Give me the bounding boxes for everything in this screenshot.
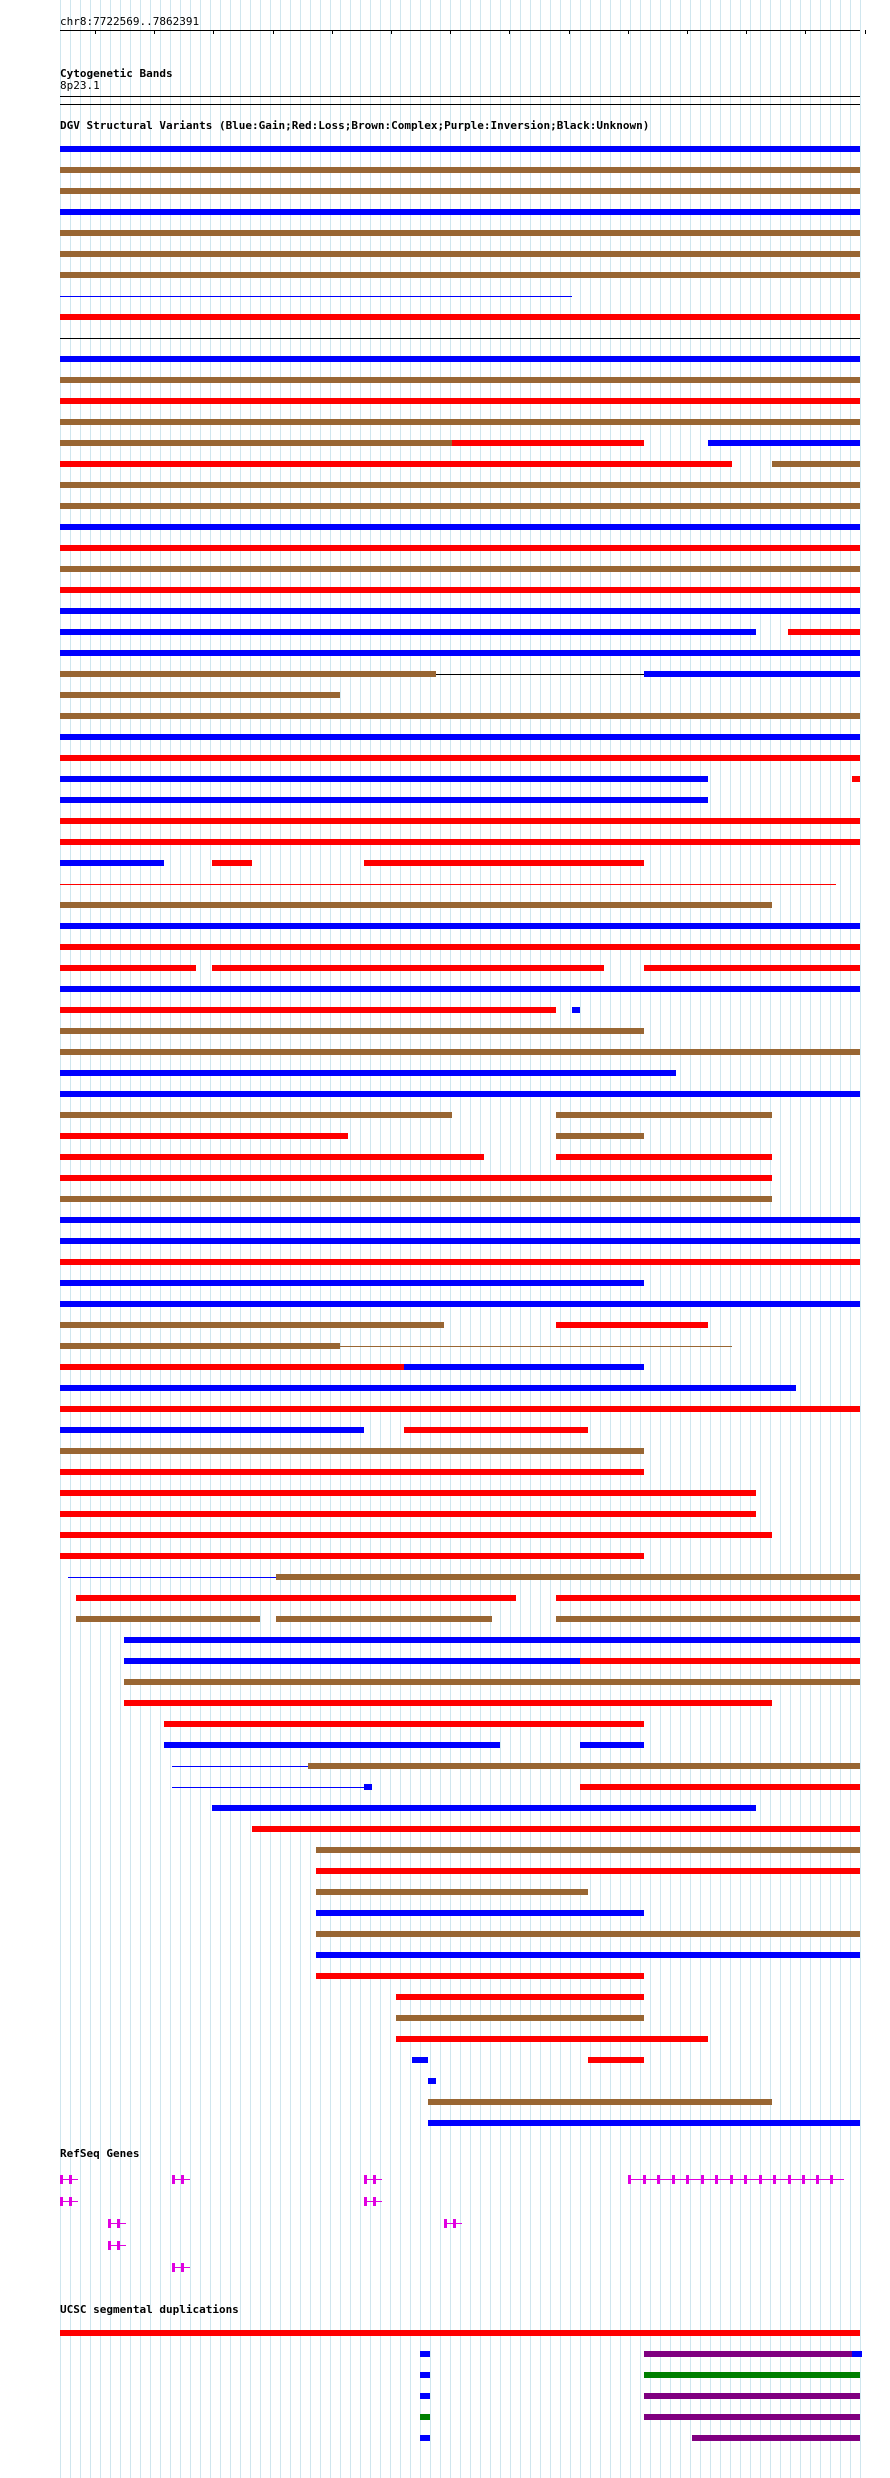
- variant-bar: [276, 1616, 492, 1622]
- variant-bar: [580, 1532, 772, 1538]
- variant-bar: [556, 1322, 708, 1328]
- segdup-bar: [644, 2414, 860, 2420]
- gene-exon: [117, 2241, 120, 2250]
- gene-exon: [117, 2219, 120, 2228]
- variant-bar: [452, 440, 644, 446]
- segdup-track-title: UCSC segmental duplications: [60, 2303, 239, 2316]
- variant-bar: [316, 1868, 860, 1874]
- gene-exon: [444, 2219, 447, 2228]
- variant-bar: [60, 566, 860, 572]
- variant-bar: [60, 356, 860, 362]
- gene-exon: [69, 2197, 72, 2206]
- variant-bar: [60, 1364, 404, 1370]
- variant-bar: [308, 1763, 860, 1769]
- variant-bar: [404, 1364, 644, 1370]
- variant-bar: [556, 1154, 772, 1160]
- variant-bar: [124, 1679, 860, 1685]
- variant-bar: [60, 629, 756, 635]
- segdup-bar: [852, 2351, 862, 2357]
- gene-exon: [69, 2175, 72, 2184]
- gene-exon: [816, 2175, 819, 2184]
- variant-bar: [212, 860, 252, 866]
- gene-exon: [373, 2197, 376, 2206]
- variant-bar: [60, 923, 860, 929]
- variant-bar: [60, 1553, 364, 1559]
- variant-bar: [260, 1595, 516, 1601]
- variant-bar: [60, 776, 708, 782]
- gene-exon: [802, 2175, 805, 2184]
- variant-bar: [60, 1112, 452, 1118]
- variant-bar: [60, 398, 860, 404]
- variant-bar: [252, 1826, 860, 1832]
- variant-bar: [60, 419, 860, 425]
- segdup-bar: [692, 2435, 860, 2441]
- ruler-tick: [273, 30, 274, 34]
- variant-bar: [60, 209, 860, 215]
- variant-bar: [276, 1574, 436, 1580]
- variant-bar: [396, 2036, 708, 2042]
- variant-bar: [316, 1847, 860, 1853]
- variant-bar: [60, 272, 860, 278]
- gene-exon: [672, 2175, 675, 2184]
- variant-bar: [60, 1511, 404, 1517]
- segdup-bar: [420, 2414, 430, 2420]
- segdup-bar: [644, 2372, 860, 2378]
- grid-line: [860, 0, 861, 2478]
- variant-bar: [60, 692, 340, 698]
- variant-bar: [60, 251, 860, 257]
- variant-bar: [60, 1343, 340, 1349]
- variant-bar: [60, 377, 860, 383]
- ruler-tick: [332, 30, 333, 34]
- variant-bar: [60, 671, 196, 677]
- variant-bar: [60, 482, 860, 488]
- variant-bar: [76, 1616, 260, 1622]
- variant-bar: [60, 167, 860, 173]
- variant-bar: [60, 338, 860, 339]
- variant-bar: [60, 1490, 756, 1496]
- variant-bar: [60, 1070, 676, 1076]
- variant-bar: [124, 1658, 580, 1664]
- variant-bar: [60, 818, 860, 824]
- variant-bar: [196, 671, 436, 677]
- variant-bar: [60, 1175, 772, 1181]
- gene-exon: [181, 2175, 184, 2184]
- variant-bar: [60, 965, 196, 971]
- variant-bar: [572, 1007, 580, 1013]
- variant-bar: [60, 524, 860, 530]
- section-divider: [60, 104, 860, 105]
- variant-bar: [364, 860, 644, 866]
- variant-bar: [60, 296, 572, 297]
- variant-bar: [212, 1805, 756, 1811]
- gene-exon: [701, 2175, 704, 2184]
- cytoband-line: [60, 96, 860, 97]
- variant-bar: [68, 1577, 276, 1578]
- variant-bar: [436, 1574, 860, 1580]
- gene-exon: [686, 2175, 689, 2184]
- variant-bar: [60, 1280, 644, 1286]
- variant-bar: [60, 1301, 860, 1307]
- segdup-bar: [644, 2393, 860, 2399]
- gene-exon: [744, 2175, 747, 2184]
- variant-bar: [580, 1784, 860, 1790]
- variant-bar: [60, 860, 164, 866]
- gene-exon: [643, 2175, 646, 2184]
- variant-bar: [60, 545, 860, 551]
- variant-bar: [60, 944, 860, 950]
- variant-bar: [60, 734, 860, 740]
- variant-bar: [788, 629, 860, 635]
- variant-bar: [76, 1595, 260, 1601]
- variant-bar: [580, 1658, 860, 1664]
- ruler-tick: [450, 30, 451, 34]
- variant-bar: [60, 314, 860, 320]
- gene-exon: [759, 2175, 762, 2184]
- variant-bar: [60, 1259, 860, 1265]
- ruler-tick: [865, 30, 866, 34]
- ruler-tick: [805, 30, 806, 34]
- gene-exon: [172, 2175, 175, 2184]
- variant-bar: [412, 2057, 428, 2063]
- gene-exon: [60, 2175, 63, 2184]
- variant-bar: [212, 965, 604, 971]
- variant-bar: [60, 1028, 644, 1034]
- dgv-track-title: DGV Structural Variants (Blue:Gain;Red:Loss;Brown:Complex;Purple:Inversion;Black:Unknown): [60, 119, 650, 132]
- variant-bar: [60, 1049, 860, 1055]
- cytoband-name: 8p23.1: [60, 79, 100, 92]
- variant-bar: [60, 1469, 644, 1475]
- gene-exon: [730, 2175, 733, 2184]
- variant-bar: [60, 503, 860, 509]
- variant-bar: [404, 1511, 756, 1517]
- variant-bar: [404, 1721, 644, 1727]
- segdup-bar: [420, 2372, 430, 2378]
- gene-exon: [172, 2263, 175, 2272]
- variant-bar: [60, 650, 860, 656]
- refseq-track-title: RefSeq Genes: [60, 2147, 140, 2160]
- segdup-bar: [60, 2330, 860, 2336]
- variant-bar: [60, 440, 452, 446]
- gene-line: [628, 2179, 788, 2180]
- variant-bar: [428, 2078, 436, 2084]
- segdup-bar: [420, 2351, 430, 2357]
- variant-bar: [124, 1637, 860, 1643]
- cytoband-title: Cytogenetic Bands: [60, 67, 173, 80]
- ruler-tick: [509, 30, 510, 34]
- gene-exon: [373, 2175, 376, 2184]
- variant-bar: [60, 797, 708, 803]
- variant-bar: [60, 587, 860, 593]
- variant-bar: [60, 1322, 444, 1328]
- variant-bar: [588, 2057, 644, 2063]
- variant-bar: [556, 1616, 860, 1622]
- variant-bar: [60, 608, 860, 614]
- variant-bar: [60, 839, 860, 845]
- gene-exon: [364, 2175, 367, 2184]
- gene-exon: [108, 2219, 111, 2228]
- ruler-axis: [60, 30, 860, 31]
- ruler-tick: [213, 30, 214, 34]
- gene-exon: [60, 2197, 63, 2206]
- variant-bar: [60, 755, 860, 761]
- ruler-tick: [746, 30, 747, 34]
- variant-bar: [60, 1091, 860, 1097]
- variant-bar: [124, 1700, 772, 1706]
- variant-bar: [316, 1931, 860, 1937]
- variant-bar: [60, 146, 860, 152]
- ruler-tick: [154, 30, 155, 34]
- ruler-tick: [95, 30, 96, 34]
- variant-bar: [60, 713, 860, 719]
- variant-bar: [396, 2015, 644, 2021]
- variant-bar: [428, 2120, 860, 2126]
- variant-bar: [60, 1196, 772, 1202]
- variant-bar: [164, 1721, 404, 1727]
- variant-bar: [436, 674, 644, 675]
- variant-bar: [164, 1742, 500, 1748]
- variant-bar: [60, 461, 732, 467]
- variant-bar: [404, 1427, 588, 1433]
- variant-bar: [60, 986, 860, 992]
- variant-bar: [172, 1766, 308, 1767]
- variant-bar: [708, 440, 860, 446]
- ruler-tick: [569, 30, 570, 34]
- ruler-tick: [391, 30, 392, 34]
- ruler-tick: [628, 30, 629, 34]
- variant-bar: [316, 1973, 644, 1979]
- gene-exon: [453, 2219, 456, 2228]
- variant-bar: [60, 902, 772, 908]
- variant-bar: [556, 1595, 860, 1601]
- variant-bar: [852, 776, 860, 782]
- variant-bar: [60, 1385, 796, 1391]
- variant-bar: [340, 1346, 732, 1347]
- variant-bar: [556, 1112, 772, 1118]
- variant-bar: [60, 1154, 484, 1160]
- variant-bar: [60, 1238, 860, 1244]
- gene-exon: [830, 2175, 833, 2184]
- variant-bar: [60, 230, 860, 236]
- segdup-bar: [420, 2435, 430, 2441]
- variant-bar: [316, 1952, 860, 1958]
- variant-bar: [60, 1133, 348, 1139]
- position-label: chr8:7722569..7862391: [60, 15, 200, 28]
- variant-bar: [60, 188, 860, 194]
- gene-exon: [628, 2175, 631, 2184]
- variant-bar: [60, 1427, 364, 1433]
- variant-bar: [772, 461, 860, 467]
- gene-exon: [181, 2263, 184, 2272]
- segdup-bar: [420, 2393, 430, 2399]
- variant-bar: [316, 1910, 644, 1916]
- variant-bar: [556, 1133, 644, 1139]
- gene-exon: [364, 2197, 367, 2206]
- variant-bar: [60, 1406, 860, 1412]
- variant-bar: [428, 2099, 772, 2105]
- gene-exon: [657, 2175, 660, 2184]
- variant-bar: [60, 884, 836, 885]
- variant-bar: [364, 1553, 644, 1559]
- gene-exon: [108, 2241, 111, 2250]
- variant-bar: [60, 1007, 556, 1013]
- gene-exon: [788, 2175, 791, 2184]
- gene-exon: [715, 2175, 718, 2184]
- variant-bar: [316, 1889, 588, 1895]
- segdup-bar: [644, 2351, 852, 2357]
- variant-bar: [644, 965, 860, 971]
- variant-bar: [644, 671, 860, 677]
- variant-bar: [60, 1448, 644, 1454]
- variant-bar: [580, 1742, 644, 1748]
- variant-bar: [396, 1994, 644, 2000]
- gene-exon: [773, 2175, 776, 2184]
- variant-bar: [364, 1784, 372, 1790]
- ruler-tick: [687, 30, 688, 34]
- variant-bar: [60, 1217, 860, 1223]
- variant-bar: [172, 1787, 364, 1788]
- variant-bar: [60, 1532, 580, 1538]
